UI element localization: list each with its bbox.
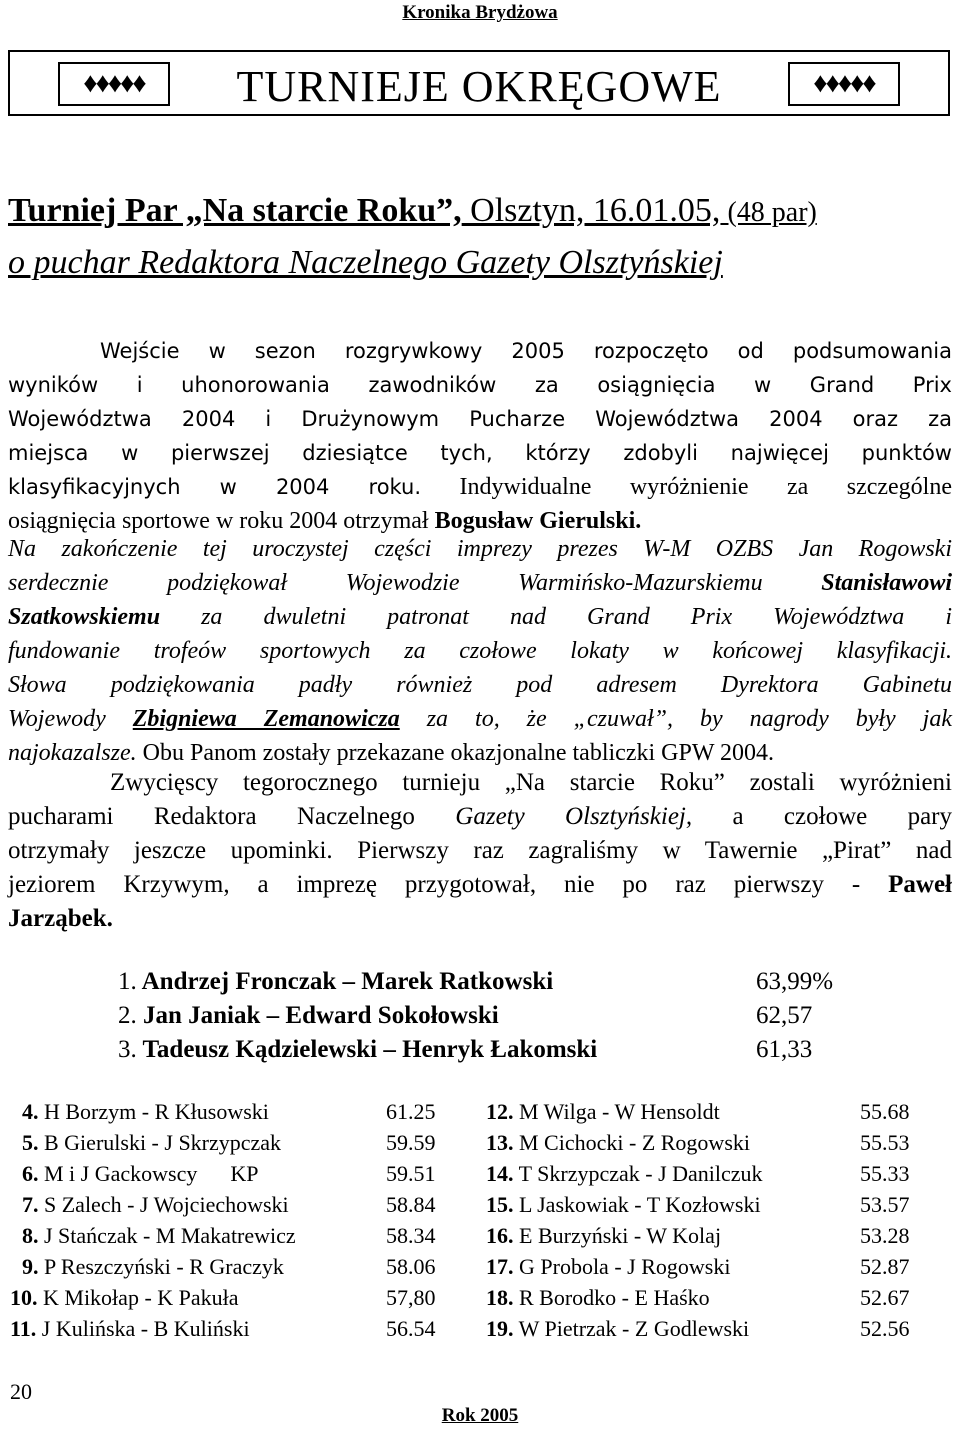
- headline-place-date: Olsztyn, 16.01.05,: [461, 192, 721, 229]
- intro-line-3: Województwa 2004 i Drużynowym Pucharze Województwa 2004 oraz za: [8, 407, 952, 431]
- list-item: [486, 1130, 750, 1156]
- pair-score: 58.34: [386, 1223, 436, 1248]
- pair-score: 57,80: [386, 1285, 436, 1310]
- thanks-line-2: [8, 566, 952, 600]
- rank: 12.: [486, 1099, 514, 1124]
- winners-line-2c: a czołowe pary: [692, 803, 952, 830]
- pair-names: T Skrzypczak - J Danilczuk: [513, 1161, 763, 1186]
- rank: 2.: [118, 1002, 137, 1029]
- pair-score: 52.87: [860, 1254, 910, 1279]
- pair-score: 55.33: [860, 1161, 910, 1186]
- list-item: [22, 1254, 284, 1280]
- pair-names: J Kulińska - B Kuliński: [36, 1316, 250, 1341]
- list-item: [10, 1316, 250, 1342]
- pair-score: 61,33: [756, 1036, 813, 1063]
- intro-line-5b: Indywidualne wyróżnienie za szczególne: [421, 474, 953, 500]
- rank: 4.: [22, 1099, 39, 1124]
- winners-line-4b: Paweł: [888, 871, 952, 898]
- list-item: [486, 1192, 761, 1218]
- footer-year: Rok 2005: [441, 1405, 519, 1426]
- thanks-line-5: Słowa podziękowania padły również pod adresem Dyrektora Gabinetu: [8, 672, 952, 698]
- list-item: [118, 968, 553, 996]
- list-item: [486, 1316, 749, 1342]
- paragraph-thanks: [8, 532, 952, 770]
- pair-score: 52.67: [860, 1285, 910, 1310]
- thanks-line-3a: Szatkowskiemu: [8, 604, 161, 630]
- pair-names: Jan Janiak – Edward Sokołowski: [136, 1002, 499, 1029]
- paragraph-intro: [8, 334, 952, 538]
- tournament-subtitle: o puchar Redaktora Naczelnego Gazety Olsztyńskiej: [8, 244, 723, 281]
- page-number: 20: [10, 1379, 32, 1404]
- winners-line-5: [8, 902, 952, 936]
- pair-score: 53.57: [860, 1192, 910, 1217]
- thanks-line-6: [8, 702, 952, 736]
- rank: 14.: [486, 1161, 514, 1186]
- list-item: [486, 1223, 721, 1249]
- winners-line-4: [8, 868, 952, 902]
- thanks-line-6c: za to, że „czuwał”, by nagrody były jak: [399, 706, 952, 732]
- pair-names: M Wilga - W Hensoldt: [513, 1099, 720, 1124]
- pair-names: R Borodko - E Haśko: [513, 1285, 710, 1310]
- journal-header: Kronika Brydżowa: [402, 2, 558, 23]
- winners-line-2a: pucharami Redaktora Naczelnego: [8, 803, 456, 830]
- tournament-headline: [8, 192, 817, 230]
- winners-line-2: [8, 800, 952, 834]
- headline-pairs: (48 par): [720, 197, 817, 228]
- winners-line-4a: jeziorem Krzywym, a imprezę przygotował, nie po raz pierwszy -: [8, 871, 889, 898]
- list-item: [486, 1161, 763, 1187]
- rank: 5.: [22, 1130, 39, 1155]
- pair-names: M Cichocki - Z Rogowski: [513, 1130, 750, 1155]
- list-item: [486, 1099, 720, 1125]
- rank: 6.: [22, 1161, 39, 1186]
- pair-names: K Mikołap - K Pakuła: [37, 1285, 239, 1310]
- intro-line-5a: klasyfikacyjnych w 2004 roku.: [8, 475, 422, 499]
- pair-score: 59.59: [386, 1130, 436, 1155]
- pair-score: 63,99%: [756, 968, 834, 995]
- pair-names: P Reszczyński - R Graczyk: [38, 1254, 284, 1279]
- list-item: [118, 1036, 597, 1064]
- pair-score: 55.68: [860, 1099, 910, 1124]
- pair-score: 59.51: [386, 1161, 436, 1186]
- intro-line-5: [8, 470, 952, 504]
- intro-line-2: wyników i uhonorowania zawodników za osiągnięcia w Grand Prix: [8, 373, 952, 397]
- list-item: [486, 1254, 730, 1280]
- list-item: [22, 1161, 259, 1187]
- list-item: [486, 1285, 710, 1311]
- pair-score: 56.54: [386, 1316, 436, 1341]
- intro-line-4: miejsca w pierwszej dziesiątce tych, którzy zdobyli najwięcej punktów: [8, 441, 952, 465]
- pair-names: W Pietrzak - Z Godlewski: [513, 1316, 750, 1341]
- rank: 16.: [486, 1223, 514, 1248]
- rank: 15.: [486, 1192, 514, 1217]
- pair-names: B Gierulski - J Skrzypczak: [38, 1130, 282, 1155]
- rank: 10.: [10, 1285, 38, 1310]
- rank: 19.: [486, 1316, 514, 1341]
- thanks-line-3b: za dwuletni patronat nad Grand Prix Województwa i: [160, 604, 952, 630]
- thanks-line-6a: Wojewody: [8, 706, 133, 732]
- pair-score: 61.25: [386, 1099, 436, 1124]
- pair-names: G Probola - J Rogowski: [513, 1254, 731, 1279]
- section-banner: [8, 50, 950, 116]
- list-item: [10, 1285, 239, 1311]
- rank: 9.: [22, 1254, 39, 1279]
- pair-names: L Jaskowiak - T Kozłowski: [513, 1192, 761, 1217]
- pair-score: 62,57: [756, 1002, 813, 1029]
- thanks-line-2b: Stanisławowi: [821, 570, 952, 596]
- winners-line-1: Zwycięscy tegorocznego turnieju „Na starcie Roku” zostali wyróżnieni: [110, 769, 952, 796]
- intro-line-1: Wejście w sezon rozgrywkowy 2005 rozpoczęto od podsumowania: [100, 339, 952, 363]
- list-item: [22, 1099, 269, 1125]
- thanks-line-7b: Obu Panom zostały przekazane okazjonalne tabliczki GPW 2004.: [136, 740, 775, 766]
- organizer-name: Jarząbek.: [8, 905, 113, 932]
- pair-names: E Burzyński - W Kolaj: [513, 1223, 722, 1248]
- pair-names: Tadeusz Kądzielewski – Henryk Łakomski: [136, 1036, 598, 1063]
- pair-names: Andrzej Fronczak – Marek Ratkowski: [136, 968, 554, 995]
- headline-title: Turniej Par „Na starcie Roku”,: [8, 192, 462, 229]
- pair-names: S Zalech - J Wojciechowski: [38, 1192, 289, 1217]
- list-item: [22, 1130, 281, 1156]
- diamond-ornament-left: ♦♦♦♦♦: [58, 62, 170, 106]
- list-item: [118, 1002, 499, 1030]
- thanks-line-7a: najokazalsze.: [8, 740, 137, 766]
- section-title: TURNIEJE OKRĘGOWE: [236, 62, 722, 111]
- rank: 3.: [118, 1036, 137, 1063]
- rank: 8.: [22, 1223, 39, 1248]
- pair-names: H Borzym - R Kłusowski: [38, 1099, 269, 1124]
- paragraph-winners: [8, 766, 952, 936]
- list-item: [22, 1223, 296, 1249]
- thanks-line-4: fundowanie trofeów sportowych za czołowe lokaty w końcowej klasyfikacji.: [8, 638, 952, 664]
- pair-score: 53.28: [860, 1223, 910, 1248]
- intro-line-6a: osiągnięcia sportowe w roku 2004 otrzymał: [8, 508, 435, 534]
- thanks-line-6b: Zbigniewa Zemanowicza: [132, 706, 400, 732]
- thanks-line-3: [8, 600, 952, 634]
- winners-line-2b: Gazety Olsztyńskiej,: [455, 803, 693, 830]
- winners-line-3: otrzymały jeszcze upominki. Pierwszy raz zagraliśmy w Tawernie „Pirat” nad: [8, 837, 952, 864]
- thanks-line-2a: serdecznie podziękował Wojewodzie Warmińsko-Mazurskiemu: [8, 570, 822, 596]
- pair-score: 52.56: [860, 1316, 910, 1341]
- rank: 11.: [10, 1316, 37, 1341]
- pair-names: J Stańczak - M Makatrewicz: [38, 1223, 296, 1248]
- pair-score: 58.84: [386, 1192, 436, 1217]
- rank: 13.: [486, 1130, 514, 1155]
- rank: 7.: [22, 1192, 39, 1217]
- diamond-ornament-right: ♦♦♦♦♦: [788, 62, 900, 106]
- list-item: [22, 1192, 289, 1218]
- rank: 18.: [486, 1285, 514, 1310]
- thanks-line-1: Na zakończenie tej uroczystej części imprezy prezes W-M OZBS Jan Rogowski: [8, 536, 952, 562]
- pair-names: M i J Gackowscy KP: [38, 1161, 259, 1186]
- pair-score: 55.53: [860, 1130, 910, 1155]
- honoree-name: Bogusław Gierulski.: [434, 508, 642, 534]
- rank: 1.: [118, 968, 137, 995]
- pair-score: 58.06: [386, 1254, 436, 1279]
- rank: 17.: [486, 1254, 514, 1279]
- thanks-line-7: [8, 736, 952, 770]
